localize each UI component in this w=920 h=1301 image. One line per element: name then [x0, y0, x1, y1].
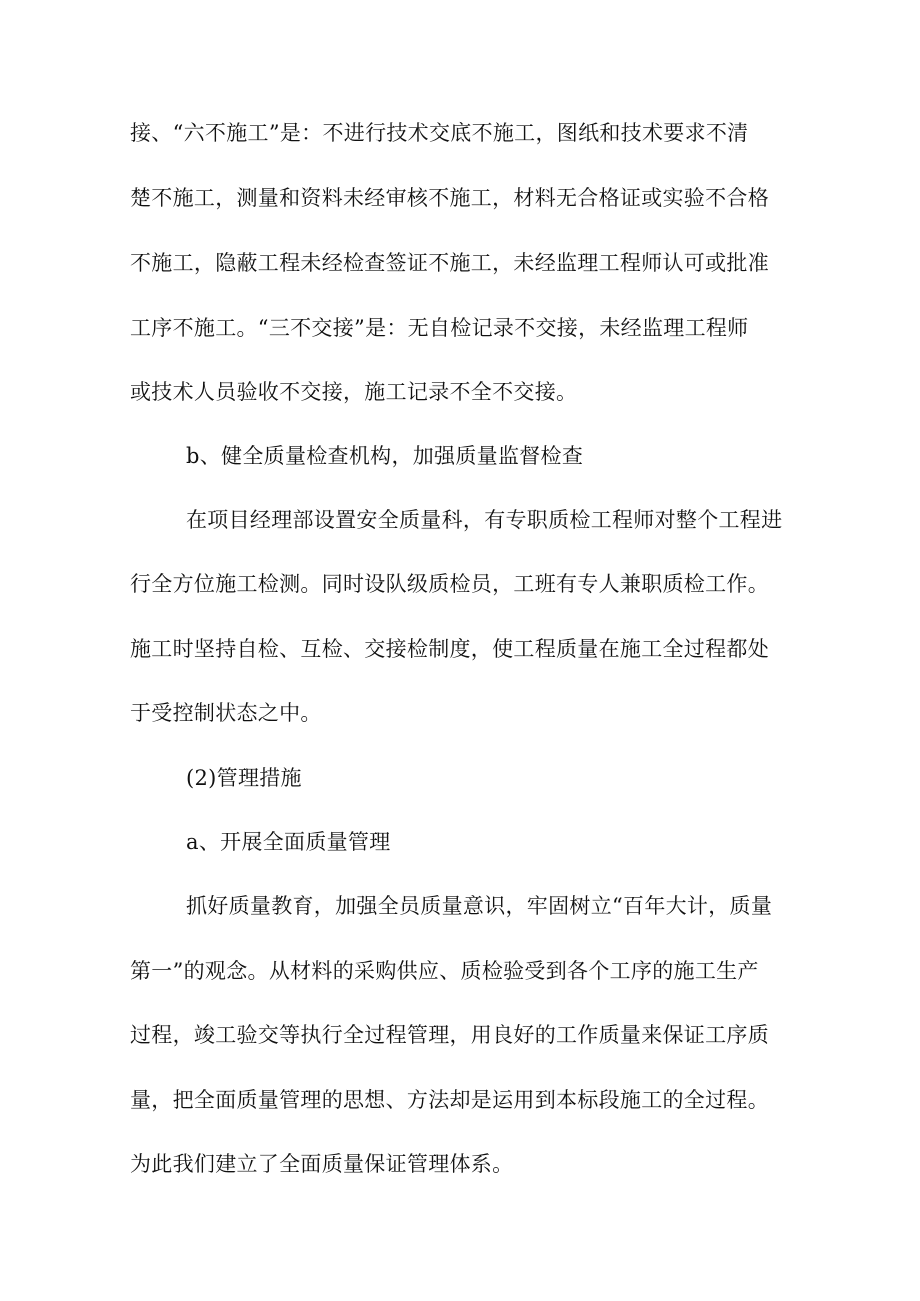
section-heading: a、开展全面质量管理 — [186, 830, 391, 854]
paragraph-line: 楚不施工，测量和资料未经审核不施工，材料无合格证或实验不合格 — [130, 186, 769, 210]
paragraph-line: 或技术人员验收不交接，施工记录不全不交接。 — [130, 380, 578, 404]
paragraph-line: 过程，竣工验交等执行全过程管理，用良好的工作质量来保证工序质 — [130, 1023, 769, 1047]
paragraph-line: 接、“六不施工”是：不进行技术交底不施工，图纸和技术要求不清 — [130, 121, 749, 145]
paragraph-line: 施工时坚持自检、互检、交接检制度，使工程质量在施工全过程都处 — [130, 637, 769, 661]
paragraph-line: 不施工，隐蔽工程未经检查签证不施工，未经监理工程师认可或批准 — [130, 251, 769, 275]
paragraph-line: 量，把全面质量管理的思想、方法却是运用到本标段施工的全过程。 — [130, 1088, 769, 1112]
paragraph-line: 于受控制状态之中。 — [130, 701, 322, 725]
section-heading: (2)管理措施 — [186, 766, 302, 790]
paragraph-line: 工序不施工。“三不交接”是：无自检记录不交接，未经监理工程师 — [130, 316, 749, 340]
paragraph-line: 第一”的观念。从材料的采购供应、质检验受到各个工序的施工生产 — [130, 959, 759, 983]
paragraph-line: 抓好质量教育，加强全员质量意识，牢固树立“百年大计，质量 — [186, 894, 773, 918]
paragraph-line: 行全方位施工检测。同时设队级质检员，工班有专人兼职质检工作。 — [130, 572, 769, 596]
paragraph-line: 为此我们建立了全面质量保证管理体系。 — [130, 1152, 514, 1176]
section-heading: b、健全质量检查机构，加强质量监督检查 — [186, 444, 584, 468]
paragraph-line: 在项目经理部设置安全质量科，有专职质检工程师对整个工程进 — [186, 508, 783, 532]
